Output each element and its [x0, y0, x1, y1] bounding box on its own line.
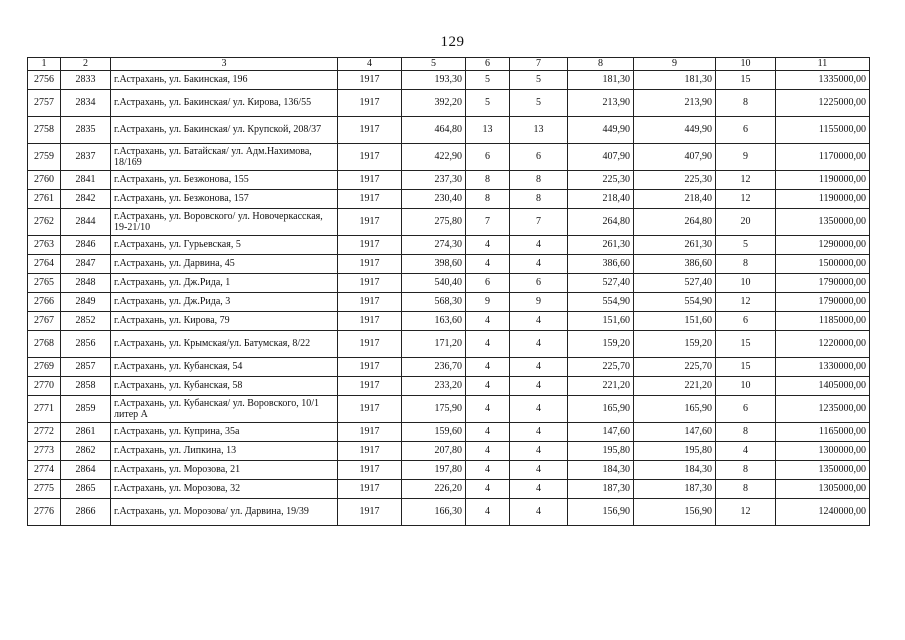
cell-value-10: 8 [716, 423, 776, 442]
cell-area-total: 175,90 [402, 396, 466, 423]
cell-value-6: 4 [466, 480, 510, 499]
cell-year: 1917 [338, 117, 402, 144]
cell-area-9: 449,90 [634, 117, 716, 144]
cell-area-total: 464,80 [402, 117, 466, 144]
cell-cost: 1155000,00 [776, 117, 870, 144]
cell-value-6: 4 [466, 377, 510, 396]
cell-value-7: 4 [510, 255, 568, 274]
cell-area-9: 151,60 [634, 312, 716, 331]
cell-area-8: 264,80 [568, 209, 634, 236]
cell-area-total: 275,80 [402, 209, 466, 236]
cell-object-code: 2864 [61, 461, 111, 480]
cell-address: г.Астрахань, ул. Кирова, 79 [111, 312, 338, 331]
cell-address: г.Астрахань, ул. Воровского/ ул. Новочеркасская, 19-21/10 [111, 209, 338, 236]
table-row [28, 331, 870, 358]
cell-value-6: 4 [466, 461, 510, 480]
cell-value-7: 8 [510, 171, 568, 190]
cell-value-6: 4 [466, 358, 510, 377]
cell-area-total: 398,60 [402, 255, 466, 274]
column-header-6: 6 [466, 58, 510, 71]
cell-area-9: 225,30 [634, 171, 716, 190]
cell-value-6: 9 [466, 293, 510, 312]
cell-row-number: 2767 [28, 312, 61, 331]
cell-year: 1917 [338, 331, 402, 358]
table-row [28, 171, 870, 190]
cell-year: 1917 [338, 480, 402, 499]
cell-year: 1917 [338, 90, 402, 117]
cell-row-number: 2766 [28, 293, 61, 312]
cell-value-6: 4 [466, 499, 510, 526]
cell-object-code: 2842 [61, 190, 111, 209]
table-row [28, 461, 870, 480]
cell-area-8: 213,90 [568, 90, 634, 117]
cell-area-total: 274,30 [402, 236, 466, 255]
cell-area-8: 554,90 [568, 293, 634, 312]
cell-cost: 1170000,00 [776, 144, 870, 171]
cell-value-10: 20 [716, 209, 776, 236]
cell-value-7: 4 [510, 396, 568, 423]
cell-value-10: 15 [716, 331, 776, 358]
cell-year: 1917 [338, 274, 402, 293]
cell-year: 1917 [338, 171, 402, 190]
cell-value-10: 6 [716, 396, 776, 423]
cell-object-code: 2846 [61, 236, 111, 255]
table-row [28, 396, 870, 423]
cell-area-total: 163,60 [402, 312, 466, 331]
cell-value-6: 6 [466, 144, 510, 171]
cell-object-code: 2837 [61, 144, 111, 171]
cell-cost: 1405000,00 [776, 377, 870, 396]
cell-row-number: 2760 [28, 171, 61, 190]
cell-year: 1917 [338, 71, 402, 90]
cell-address: г.Астрахань, ул. Дж.Рида, 3 [111, 293, 338, 312]
cell-area-total: 197,80 [402, 461, 466, 480]
cell-area-8: 407,90 [568, 144, 634, 171]
table-row [28, 236, 870, 255]
cell-row-number: 2761 [28, 190, 61, 209]
cell-object-code: 2858 [61, 377, 111, 396]
cell-row-number: 2764 [28, 255, 61, 274]
cell-area-total: 568,30 [402, 293, 466, 312]
cell-area-8: 261,30 [568, 236, 634, 255]
page-number: 129 [440, 34, 465, 50]
cell-value-10: 8 [716, 480, 776, 499]
cell-row-number: 2763 [28, 236, 61, 255]
cell-area-9: 184,30 [634, 461, 716, 480]
cell-object-code: 2835 [61, 117, 111, 144]
table-row [28, 377, 870, 396]
cell-year: 1917 [338, 144, 402, 171]
cell-value-7: 13 [510, 117, 568, 144]
cell-area-8: 225,30 [568, 171, 634, 190]
cell-area-9: 159,20 [634, 331, 716, 358]
cell-object-code: 2866 [61, 499, 111, 526]
cell-area-total: 166,30 [402, 499, 466, 526]
cell-cost: 1350000,00 [776, 209, 870, 236]
table-row [28, 423, 870, 442]
table-row [28, 358, 870, 377]
cell-value-6: 4 [466, 255, 510, 274]
cell-area-8: 218,40 [568, 190, 634, 209]
cell-value-10: 12 [716, 190, 776, 209]
table-row [28, 117, 870, 144]
cell-value-6: 5 [466, 90, 510, 117]
cell-value-7: 4 [510, 377, 568, 396]
cell-value-10: 8 [716, 90, 776, 117]
cell-value-7: 4 [510, 331, 568, 358]
table-row [28, 499, 870, 526]
cell-year: 1917 [338, 377, 402, 396]
cell-row-number: 2765 [28, 274, 61, 293]
cell-value-6: 8 [466, 171, 510, 190]
cell-year: 1917 [338, 209, 402, 236]
cell-cost: 1190000,00 [776, 171, 870, 190]
cell-year: 1917 [338, 499, 402, 526]
cell-value-6: 4 [466, 442, 510, 461]
cell-value-6: 4 [466, 312, 510, 331]
cell-value-7: 4 [510, 461, 568, 480]
cell-area-8: 195,80 [568, 442, 634, 461]
table-row [28, 190, 870, 209]
cell-row-number: 2757 [28, 90, 61, 117]
cell-address: г.Астрахань, ул. Безжонова, 157 [111, 190, 338, 209]
table-row [28, 274, 870, 293]
cell-value-10: 4 [716, 442, 776, 461]
cell-value-7: 4 [510, 358, 568, 377]
cell-value-10: 15 [716, 71, 776, 90]
cell-area-total: 207,80 [402, 442, 466, 461]
cell-area-8: 181,30 [568, 71, 634, 90]
cell-year: 1917 [338, 423, 402, 442]
table-row [28, 293, 870, 312]
cell-area-9: 213,90 [634, 90, 716, 117]
cell-value-7: 4 [510, 423, 568, 442]
cell-object-code: 2859 [61, 396, 111, 423]
cell-row-number: 2775 [28, 480, 61, 499]
cell-value-7: 9 [510, 293, 568, 312]
cell-area-total: 230,40 [402, 190, 466, 209]
cell-area-8: 165,90 [568, 396, 634, 423]
cell-area-9: 218,40 [634, 190, 716, 209]
cell-address: г.Астрахань, ул. Кубанская, 54 [111, 358, 338, 377]
cell-object-code: 2847 [61, 255, 111, 274]
cell-year: 1917 [338, 396, 402, 423]
cell-value-7: 5 [510, 90, 568, 117]
column-header-9: 9 [634, 58, 716, 71]
cell-area-8: 147,60 [568, 423, 634, 442]
cell-area-total: 236,70 [402, 358, 466, 377]
cell-object-code: 2844 [61, 209, 111, 236]
cell-object-code: 2852 [61, 312, 111, 331]
cell-object-code: 2861 [61, 423, 111, 442]
cell-area-8: 184,30 [568, 461, 634, 480]
cell-cost: 1290000,00 [776, 236, 870, 255]
cell-area-total: 193,30 [402, 71, 466, 90]
cell-area-8: 156,90 [568, 499, 634, 526]
cell-area-9: 527,40 [634, 274, 716, 293]
cell-object-code: 2862 [61, 442, 111, 461]
cell-address: г.Астрахань, ул. Бакинская/ ул. Кирова, 136/55 [111, 90, 338, 117]
cell-year: 1917 [338, 236, 402, 255]
cell-row-number: 2768 [28, 331, 61, 358]
cell-object-code: 2849 [61, 293, 111, 312]
cell-value-6: 4 [466, 396, 510, 423]
cell-value-7: 4 [510, 480, 568, 499]
cell-cost: 1235000,00 [776, 396, 870, 423]
cell-cost: 1330000,00 [776, 358, 870, 377]
column-header-7: 7 [510, 58, 568, 71]
cell-cost: 1300000,00 [776, 442, 870, 461]
cell-cost: 1350000,00 [776, 461, 870, 480]
cell-address: г.Астрахань, ул. Дж.Рида, 1 [111, 274, 338, 293]
table-row [28, 90, 870, 117]
table-body [28, 71, 870, 526]
table-row [28, 144, 870, 171]
cell-area-9: 165,90 [634, 396, 716, 423]
cell-value-10: 6 [716, 117, 776, 144]
cell-area-9: 264,80 [634, 209, 716, 236]
cell-area-total: 392,20 [402, 90, 466, 117]
column-header-5: 5 [402, 58, 466, 71]
cell-address: г.Астрахань, ул. Морозова, 21 [111, 461, 338, 480]
cell-area-9: 554,90 [634, 293, 716, 312]
cell-row-number: 2759 [28, 144, 61, 171]
cell-value-10: 10 [716, 274, 776, 293]
cell-area-8: 221,20 [568, 377, 634, 396]
cell-area-total: 540,40 [402, 274, 466, 293]
cell-row-number: 2774 [28, 461, 61, 480]
cell-address: г.Астрахань, ул. Кубанская/ ул. Воровского, 10/1 литер А [111, 396, 338, 423]
property-registry-table [27, 57, 870, 526]
cell-value-7: 7 [510, 209, 568, 236]
cell-year: 1917 [338, 190, 402, 209]
cell-address: г.Астрахань, ул. Дарвина, 45 [111, 255, 338, 274]
cell-area-9: 156,90 [634, 499, 716, 526]
cell-area-total: 237,30 [402, 171, 466, 190]
cell-cost: 1185000,00 [776, 312, 870, 331]
cell-year: 1917 [338, 312, 402, 331]
cell-year: 1917 [338, 255, 402, 274]
cell-area-9: 407,90 [634, 144, 716, 171]
cell-area-9: 221,20 [634, 377, 716, 396]
cell-value-7: 6 [510, 144, 568, 171]
cell-cost: 1220000,00 [776, 331, 870, 358]
cell-value-10: 5 [716, 236, 776, 255]
cell-value-10: 12 [716, 499, 776, 526]
cell-area-total: 233,20 [402, 377, 466, 396]
cell-cost: 1305000,00 [776, 480, 870, 499]
cell-object-code: 2834 [61, 90, 111, 117]
column-header-4: 4 [338, 58, 402, 71]
cell-address: г.Астрахань, ул. Куприна, 35а [111, 423, 338, 442]
column-header-1: 1 [28, 58, 61, 71]
cell-row-number: 2776 [28, 499, 61, 526]
cell-cost: 1190000,00 [776, 190, 870, 209]
cell-value-7: 4 [510, 236, 568, 255]
cell-area-8: 527,40 [568, 274, 634, 293]
cell-area-9: 261,30 [634, 236, 716, 255]
cell-row-number: 2770 [28, 377, 61, 396]
header-row [28, 58, 870, 71]
table-row [28, 209, 870, 236]
table-row [28, 442, 870, 461]
cell-area-9: 225,70 [634, 358, 716, 377]
cell-area-8: 159,20 [568, 331, 634, 358]
cell-value-6: 6 [466, 274, 510, 293]
cell-value-10: 12 [716, 293, 776, 312]
cell-cost: 1790000,00 [776, 274, 870, 293]
table-row [28, 255, 870, 274]
table-row [28, 312, 870, 331]
cell-row-number: 2771 [28, 396, 61, 423]
cell-cost: 1790000,00 [776, 293, 870, 312]
cell-value-7: 8 [510, 190, 568, 209]
cell-year: 1917 [338, 461, 402, 480]
cell-value-10: 6 [716, 312, 776, 331]
column-header-2: 2 [61, 58, 111, 71]
cell-row-number: 2758 [28, 117, 61, 144]
cell-address: г.Астрахань, ул. Бакинская/ ул. Крупской, 208/37 [111, 117, 338, 144]
cell-value-7: 5 [510, 71, 568, 90]
cell-value-6: 4 [466, 423, 510, 442]
table-row [28, 480, 870, 499]
cell-area-8: 449,90 [568, 117, 634, 144]
cell-area-total: 171,20 [402, 331, 466, 358]
cell-value-7: 6 [510, 274, 568, 293]
cell-cost: 1240000,00 [776, 499, 870, 526]
cell-value-6: 13 [466, 117, 510, 144]
cell-area-9: 187,30 [634, 480, 716, 499]
cell-value-10: 8 [716, 461, 776, 480]
column-header-11: 11 [776, 58, 870, 71]
cell-object-code: 2833 [61, 71, 111, 90]
cell-object-code: 2848 [61, 274, 111, 293]
cell-address: г.Астрахань, ул. Гурьевская, 5 [111, 236, 338, 255]
cell-object-code: 2857 [61, 358, 111, 377]
cell-value-10: 15 [716, 358, 776, 377]
table-row [28, 71, 870, 90]
cell-value-6: 8 [466, 190, 510, 209]
cell-row-number: 2756 [28, 71, 61, 90]
column-header-8: 8 [568, 58, 634, 71]
cell-area-8: 386,60 [568, 255, 634, 274]
cell-row-number: 2762 [28, 209, 61, 236]
cell-value-7: 4 [510, 442, 568, 461]
cell-year: 1917 [338, 442, 402, 461]
cell-area-8: 225,70 [568, 358, 634, 377]
cell-area-8: 151,60 [568, 312, 634, 331]
cell-area-9: 195,80 [634, 442, 716, 461]
cell-row-number: 2772 [28, 423, 61, 442]
cell-cost: 1500000,00 [776, 255, 870, 274]
cell-address: г.Астрахань, ул. Безжонова, 155 [111, 171, 338, 190]
column-header-3: 3 [111, 58, 338, 71]
cell-object-code: 2856 [61, 331, 111, 358]
cell-address: г.Астрахань, ул. Кубанская, 58 [111, 377, 338, 396]
column-header-10: 10 [716, 58, 776, 71]
cell-area-9: 181,30 [634, 71, 716, 90]
cell-area-8: 187,30 [568, 480, 634, 499]
cell-value-6: 4 [466, 331, 510, 358]
cell-row-number: 2773 [28, 442, 61, 461]
cell-value-10: 10 [716, 377, 776, 396]
cell-value-10: 12 [716, 171, 776, 190]
cell-area-9: 386,60 [634, 255, 716, 274]
cell-area-9: 147,60 [634, 423, 716, 442]
cell-value-6: 7 [466, 209, 510, 236]
cell-address: г.Астрахань, ул. Бакинская, 196 [111, 71, 338, 90]
cell-value-7: 4 [510, 499, 568, 526]
cell-address: г.Астрахань, ул. Морозова/ ул. Дарвина, 19/39 [111, 499, 338, 526]
cell-area-total: 226,20 [402, 480, 466, 499]
cell-object-code: 2841 [61, 171, 111, 190]
cell-cost: 1225000,00 [776, 90, 870, 117]
cell-cost: 1165000,00 [776, 423, 870, 442]
cell-value-6: 5 [466, 71, 510, 90]
cell-row-number: 2769 [28, 358, 61, 377]
cell-value-10: 9 [716, 144, 776, 171]
cell-address: г.Астрахань, ул. Липкина, 13 [111, 442, 338, 461]
cell-cost: 1335000,00 [776, 71, 870, 90]
cell-area-total: 159,60 [402, 423, 466, 442]
cell-year: 1917 [338, 293, 402, 312]
cell-year: 1917 [338, 358, 402, 377]
cell-address: г.Астрахань, ул. Морозова, 32 [111, 480, 338, 499]
cell-object-code: 2865 [61, 480, 111, 499]
cell-address: г.Астрахань, ул. Крымская/ул. Батумская, 8/22 [111, 331, 338, 358]
cell-address: г.Астрахань, ул. Батайская/ ул. Адм.Нахимова, 18/169 [111, 144, 338, 171]
cell-value-10: 8 [716, 255, 776, 274]
cell-value-6: 4 [466, 236, 510, 255]
cell-area-total: 422,90 [402, 144, 466, 171]
cell-value-7: 4 [510, 312, 568, 331]
